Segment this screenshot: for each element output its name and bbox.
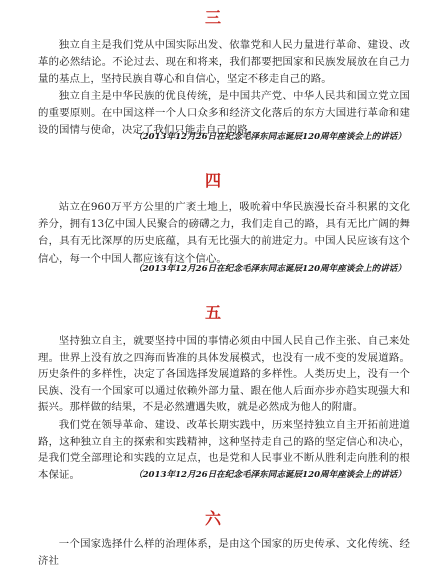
paragraph: 一个国家选择什么样的治理体系，是由这个国家的历史传承、文化传统、经济社 [38,538,410,568]
source-citation: （2013年12月26日在纪念毛泽东同志诞辰120周年座谈会上的讲话） [133,264,406,274]
source-citation: （2013年12月26日在纪念毛泽东同志诞辰120周年座谈会上的讲话） [133,470,406,480]
paragraph: 独立自主是中华民族的优良传统，是中国共产党、中华人民共和国立党立国的重要原则。在中国这样一个人口众多和经济文化落后的东方大国进行革命和建设的国情与使命，决定了我们只能走自己的路。 [38,90,410,137]
paragraph: 我们党在领导革命、建设、改革长期实践中，历来坚持独立自主开拓前进道路，这种独立自主的探索和实践精神，这种坚持走自己的路的坚定信心和决心，是我们党全部理论和实践的立足点，也是党和人民事业不断从胜利走向胜利的根本保证。 [38,419,410,481]
paragraph: 独立自主是我们党从中国实际出发、依靠党和人民力量进行革命、建设、改革的必然结论。不论过去、现在和将来，我们都要把国家和民族发展放在自己力量的基点上，坚持民族自尊心和自信心，坚定不移走自己的路。 [38,39,410,86]
section-number: 五 [204,303,221,322]
section-number: 四 [204,171,221,190]
paragraph: 坚持独立自主，就要坚持中国的事情必须由中国人民自己作主张、自己来处理。世界上没有放之四海而皆准的具体发展模式，也没有一成不变的发展道路。历史条件的多样性，决定了各国选择发展道路的多样性。人类历史上，没有一个民族、没有一个国家可以通过依赖外部力量、跟在他人后面亦步亦趋实现强大和振兴。那样做的结果，不是必然遭遇失败，就是必然成为他人的附庸。 [38,335,410,414]
section-number: 三 [204,8,221,27]
section-number: 六 [204,509,221,528]
paragraph: 站立在960万平方公里的广袤土地上，吸吮着中华民族漫长奋斗积累的文化养分，拥有13亿中国人民聚合的磅礴之力，我们走自己的路，具有无比广阔的舞台，具有无比深厚的历史底蕴，具有无比强大的前进定力。中国人民应该有这个信心，每一个中国人都应该有这个信心。 [38,201,410,265]
source-citation: （2013年12月26日在纪念毛泽东同志诞辰120周年座谈会上的讲话） [133,132,406,142]
